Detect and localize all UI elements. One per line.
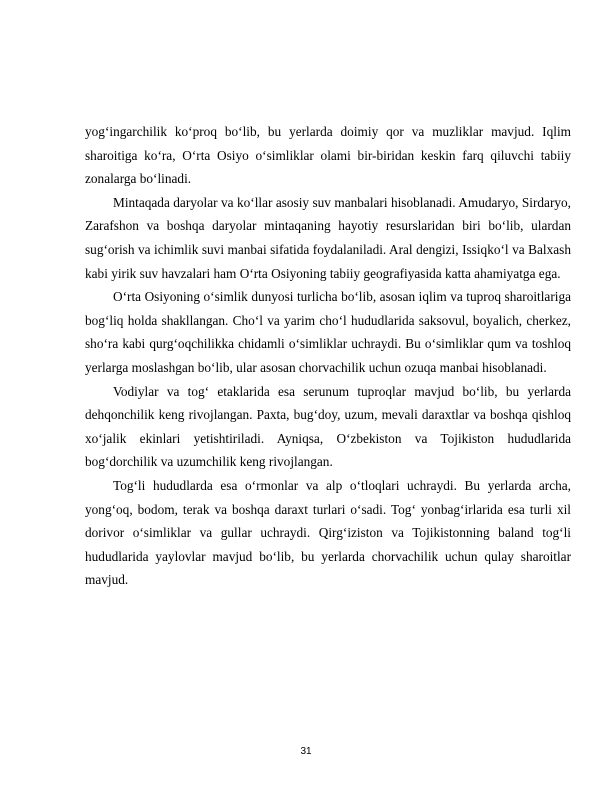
paragraph-flora-desert: O‘rta Osiyoning o‘simlik dunyosi turlicha bo‘lib, asosan iqlim va tuproq sharoitlariga bog‘liq holda shakllangan. Cho‘l va yarim cho‘l hududlarida saksovul, boyalich, cherkez, sho‘ra kabi qurg‘oqchilikka chidamli o‘simliklar uchraydi. Bu o‘simliklar qum va toshloq yerlarga moslashgan bo‘lib, ular asosan chorvachilik uchun ozuqa manbai hisoblanadi. (85, 289, 571, 375)
paragraph-continuation: yog‘ingarchilik ko‘proq bo‘lib, bu yerlarda doimiy qor va muzliklar mavjud. Iqlim sharoitiga ko‘ra, O‘rta Osiyo o‘simliklar olami bir-biridan keskin farq qiluvchi tabiiy zonalarga bo‘linadi. (85, 124, 571, 187)
paragraph-mountain-regions: Tog‘li hududlarda esa o‘rmonlar va alp o‘tloqlari uchraydi. Bu yerlarda archa, yong‘oq, bodom, terak va boshqa daraxt turlari o‘sadi. Tog‘ yonbag‘irlarida esa turli xil dorivor o‘simliklar va gullar uchraydi. Qirg‘iziston va Tojikistonning baland tog‘li hududlarida yaylovlar mavjud bo‘lib, bu yerlarda chorvachilik uchun qulay sharoitlar mavjud. (85, 477, 571, 588)
paragraph-valleys-agriculture: Vodiylar va tog‘ etaklarida esa serunum tuproqlar mavjud bo‘lib, bu yerlarda dehqonchilik keng rivojlangan. Paxta, bug‘doy, uzum, mevali daraxtlar va boshqa qishloq xo‘jalik ekinlari yetishtiriladi. Ayniqsa, O‘zbekiston va Tojikiston hududlarida bog‘dorchilik va uzumchilik keng rivojlangan. (85, 383, 571, 470)
body-text (85, 120, 571, 592)
paragraph-rivers-lakes: Mintaqada daryolar va ko‘llar asosiy suv manbalari hisoblanadi. Amudaryo, Sirdaryo, Zarafshon va boshqa daryolar mintaqaning hayotiy resurslaridan biri bo‘lib, ulardan sug‘orish va ichimlik suvi manbai sifatida foydalaniladi. Aral dengizi, Issiqko‘l va Balxash kabi yirik suv havzalari ham O‘rta Osiyoning tabiiy geografiyasida katta ahamiyatga ega. (85, 194, 571, 281)
page-number: 31 (300, 746, 312, 757)
